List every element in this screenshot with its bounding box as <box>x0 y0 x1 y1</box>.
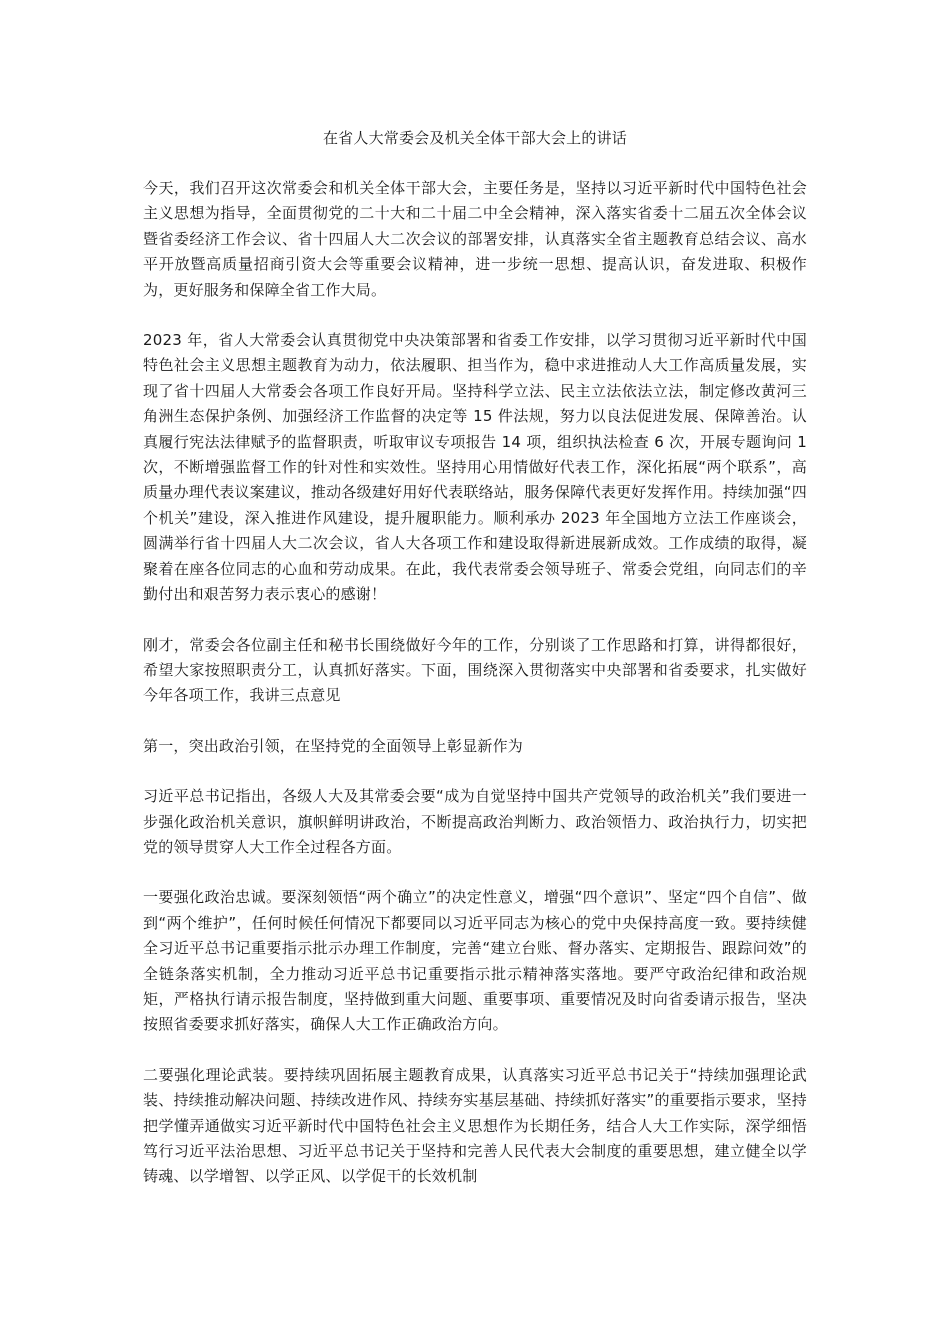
paragraph-political-organ: 习近平总书记指出，各级人大及其常委会要“成为自觉坚持中国共产党领导的政治机关”我们要进一步强化政治机关意识，旗帜鲜明讲政治，不断提高政治判断力、政治领悟力、政治执行力，切实把党的领导贯穿人大工作全过程各方面。 <box>143 787 807 856</box>
document-page <box>143 124 807 1190</box>
section-heading-first: 第一，突出政治引领，在坚持党的全面领导上彰显新作为 <box>143 736 524 755</box>
paragraph-political-loyalty: 一要强化政治忠诚。要深刻领悟“两个确立”的决定性意义，增强“四个意识”、坚定“四个自信”、做到“两个维护”，任何时候任何情况下都要同以习近平同志为核心的党中央保持高度一致。要持续健全习近平总书记重要指示批示办理工作制度，完善“建立台账、督办落实、定期报告、跟踪问效”的全链条落实机制，全力推动习近平总书记重要指示批示精神落实落地。要严守政治纪律和政治规矩，严格执行请示报告制度，坚持做到重大问题、重要事项、重要情况及时向省委请示报告，坚决按照省委要求抓好落实，确保人大工作正确政治方向。 <box>143 888 807 1034</box>
paragraph-theory-arming: 二要强化理论武装。要持续巩固拓展主题教育成果，认真落实习近平总书记关于“持续加强理论武装、持续推动解决问题、持续改进作风、持续夯实基层基础、持续抓好落实”的重要指示要求，坚持把学懂弄通做实习近平新时代中国特色社会主义思想作为长期任务，结合人大工作实际，深学细悟笃行习近平法治思想、习近平总书记关于坚持和完善人民代表大会制度的重要思想，建立健全以学铸魂、以学增智、以学正风、以学促干的长效机制 <box>143 1065 807 1186</box>
paragraph-2023-review: 2023 年，省人大常委会认真贯彻党中央决策部署和省委工作安排，以学习贯彻习近平新时代中国特色社会主义思想主题教育为动力，依法履职、担当作为，稳中求进推动人大工作高质量发展，实现了省十四届人大常委会各项工作良好开局。坚持科学立法、民主立法依法立法，制定修改黄河三角洲生态保护条例、加强经济工作监督的决定等 15 件法规，努力以良法促进发展、保障善治。认真履行宪法法律赋予的监督职责，听取审议专项报告 14 项，组织执法检查 6 次，开展专题询问 1 次，不断增强监督工作的针对性和实效性。坚持用心用情做好代表工作，深化拓展“两个联系”，高质量办理代表议案建议，推动各级建好用好代表联络站，服务保障代表更好发挥作用。持续加强“四个机关”建设，深入推进作风建设，提升履职能力。顺利承办 2023 年全国地方立法工作座谈会，圆满举行省十四届人大二次会议，省人大各项工作和建设取得新进展新成效。工作成绩的取得，凝聚着在座各位同志的心血和劳动成果。在此，我代表常委会领导班子、常委会党组，向同志们的辛勤付出和艰苦努力表示衷心的感谢！ <box>143 331 807 604</box>
document-title: 在省人大常委会及机关全体干部大会上的讲话 <box>322 129 627 147</box>
paragraph-opening: 今天，我们召开这次常委会和机关全体干部大会，主要任务是，坚持以习近平新时代中国特色社会主义思想为指导，全面贯彻党的二十大和二十届二中全会精神，深入落实省委十二届五次全体会议暨省委经济工作会议、省十四届人大二次会议的部署安排，认真落实全省主题教育总结会议、高水平开放暨高质量招商引资大会等重要会议精神，进一步统一思想、提高认识，奋发进取、积极作为，更好服务和保障全省工作大局。 <box>143 179 807 299</box>
paragraph-transition: 刚才，常委会各位副主任和秘书长围绕做好今年的工作，分别谈了工作思路和打算，讲得都很好，希望大家按照职责分工，认真抓好落实。下面，围绕深入贯彻落实中央部署和省委要求，扎实做好今年各项工作，我讲三点意见 <box>143 635 807 705</box>
